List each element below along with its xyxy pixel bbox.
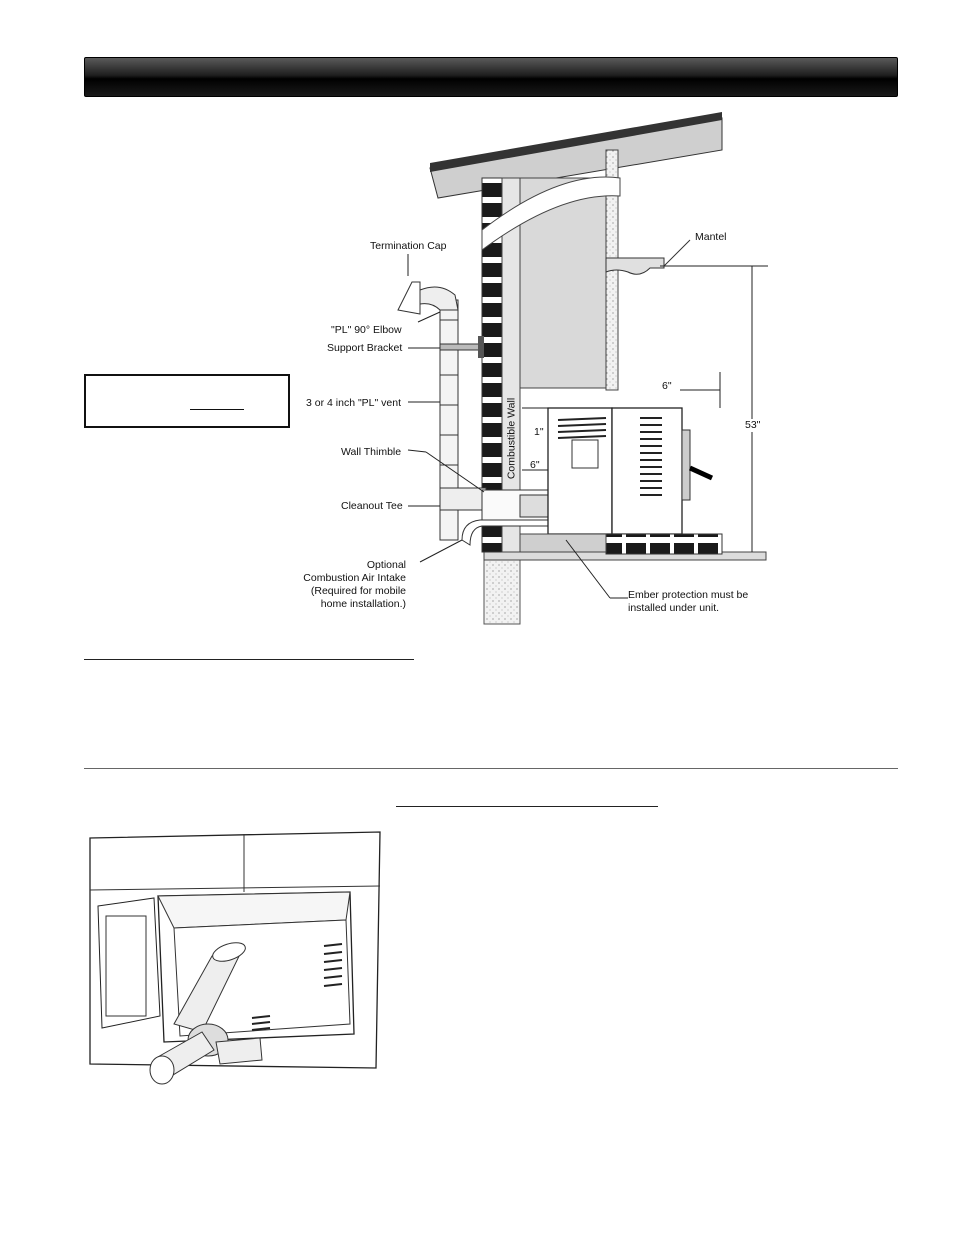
termination-cap xyxy=(398,282,420,314)
label-air-intake-4: home installation.) xyxy=(320,598,406,610)
label-vent: 3 or 4 inch "PL" vent xyxy=(306,397,402,409)
hearth xyxy=(606,534,722,554)
foundation xyxy=(484,560,520,624)
label-dim-53: 53" xyxy=(745,419,761,431)
label-elbow: "PL" 90° Elbow xyxy=(331,324,402,336)
label-wall-thimble: Wall Thimble xyxy=(341,446,402,458)
section-divider xyxy=(84,768,898,769)
label-air-intake-1: Optional xyxy=(366,559,406,571)
label-cleanout-tee: Cleanout Tee xyxy=(341,500,403,512)
cleanout-tee xyxy=(440,488,486,510)
label-termination-cap: Termination Cap xyxy=(370,240,447,252)
label-support-bracket: Support Bracket xyxy=(327,342,403,354)
label-mantel: Mantel xyxy=(695,231,727,243)
heading-underline-right xyxy=(396,806,658,807)
label-ember-1: Ember protection must be xyxy=(628,589,749,601)
heading-underline-left xyxy=(84,659,414,660)
label-dim-1: 1" xyxy=(534,426,544,438)
label-air-intake-2: Combustion Air Intake xyxy=(303,572,406,584)
label-dim-6-wall: 6" xyxy=(530,459,540,471)
stove-rear-illustration xyxy=(84,828,386,1098)
label-ember-2: installed under unit. xyxy=(628,602,720,614)
elbow xyxy=(420,287,458,310)
label-combustible-wall: Combustible Wall xyxy=(505,397,518,480)
label-dim-6-top: 6" xyxy=(662,380,672,392)
support-bracket xyxy=(440,344,482,350)
stove-body xyxy=(548,408,612,534)
label-air-intake-3: (Required for mobile xyxy=(310,585,406,597)
